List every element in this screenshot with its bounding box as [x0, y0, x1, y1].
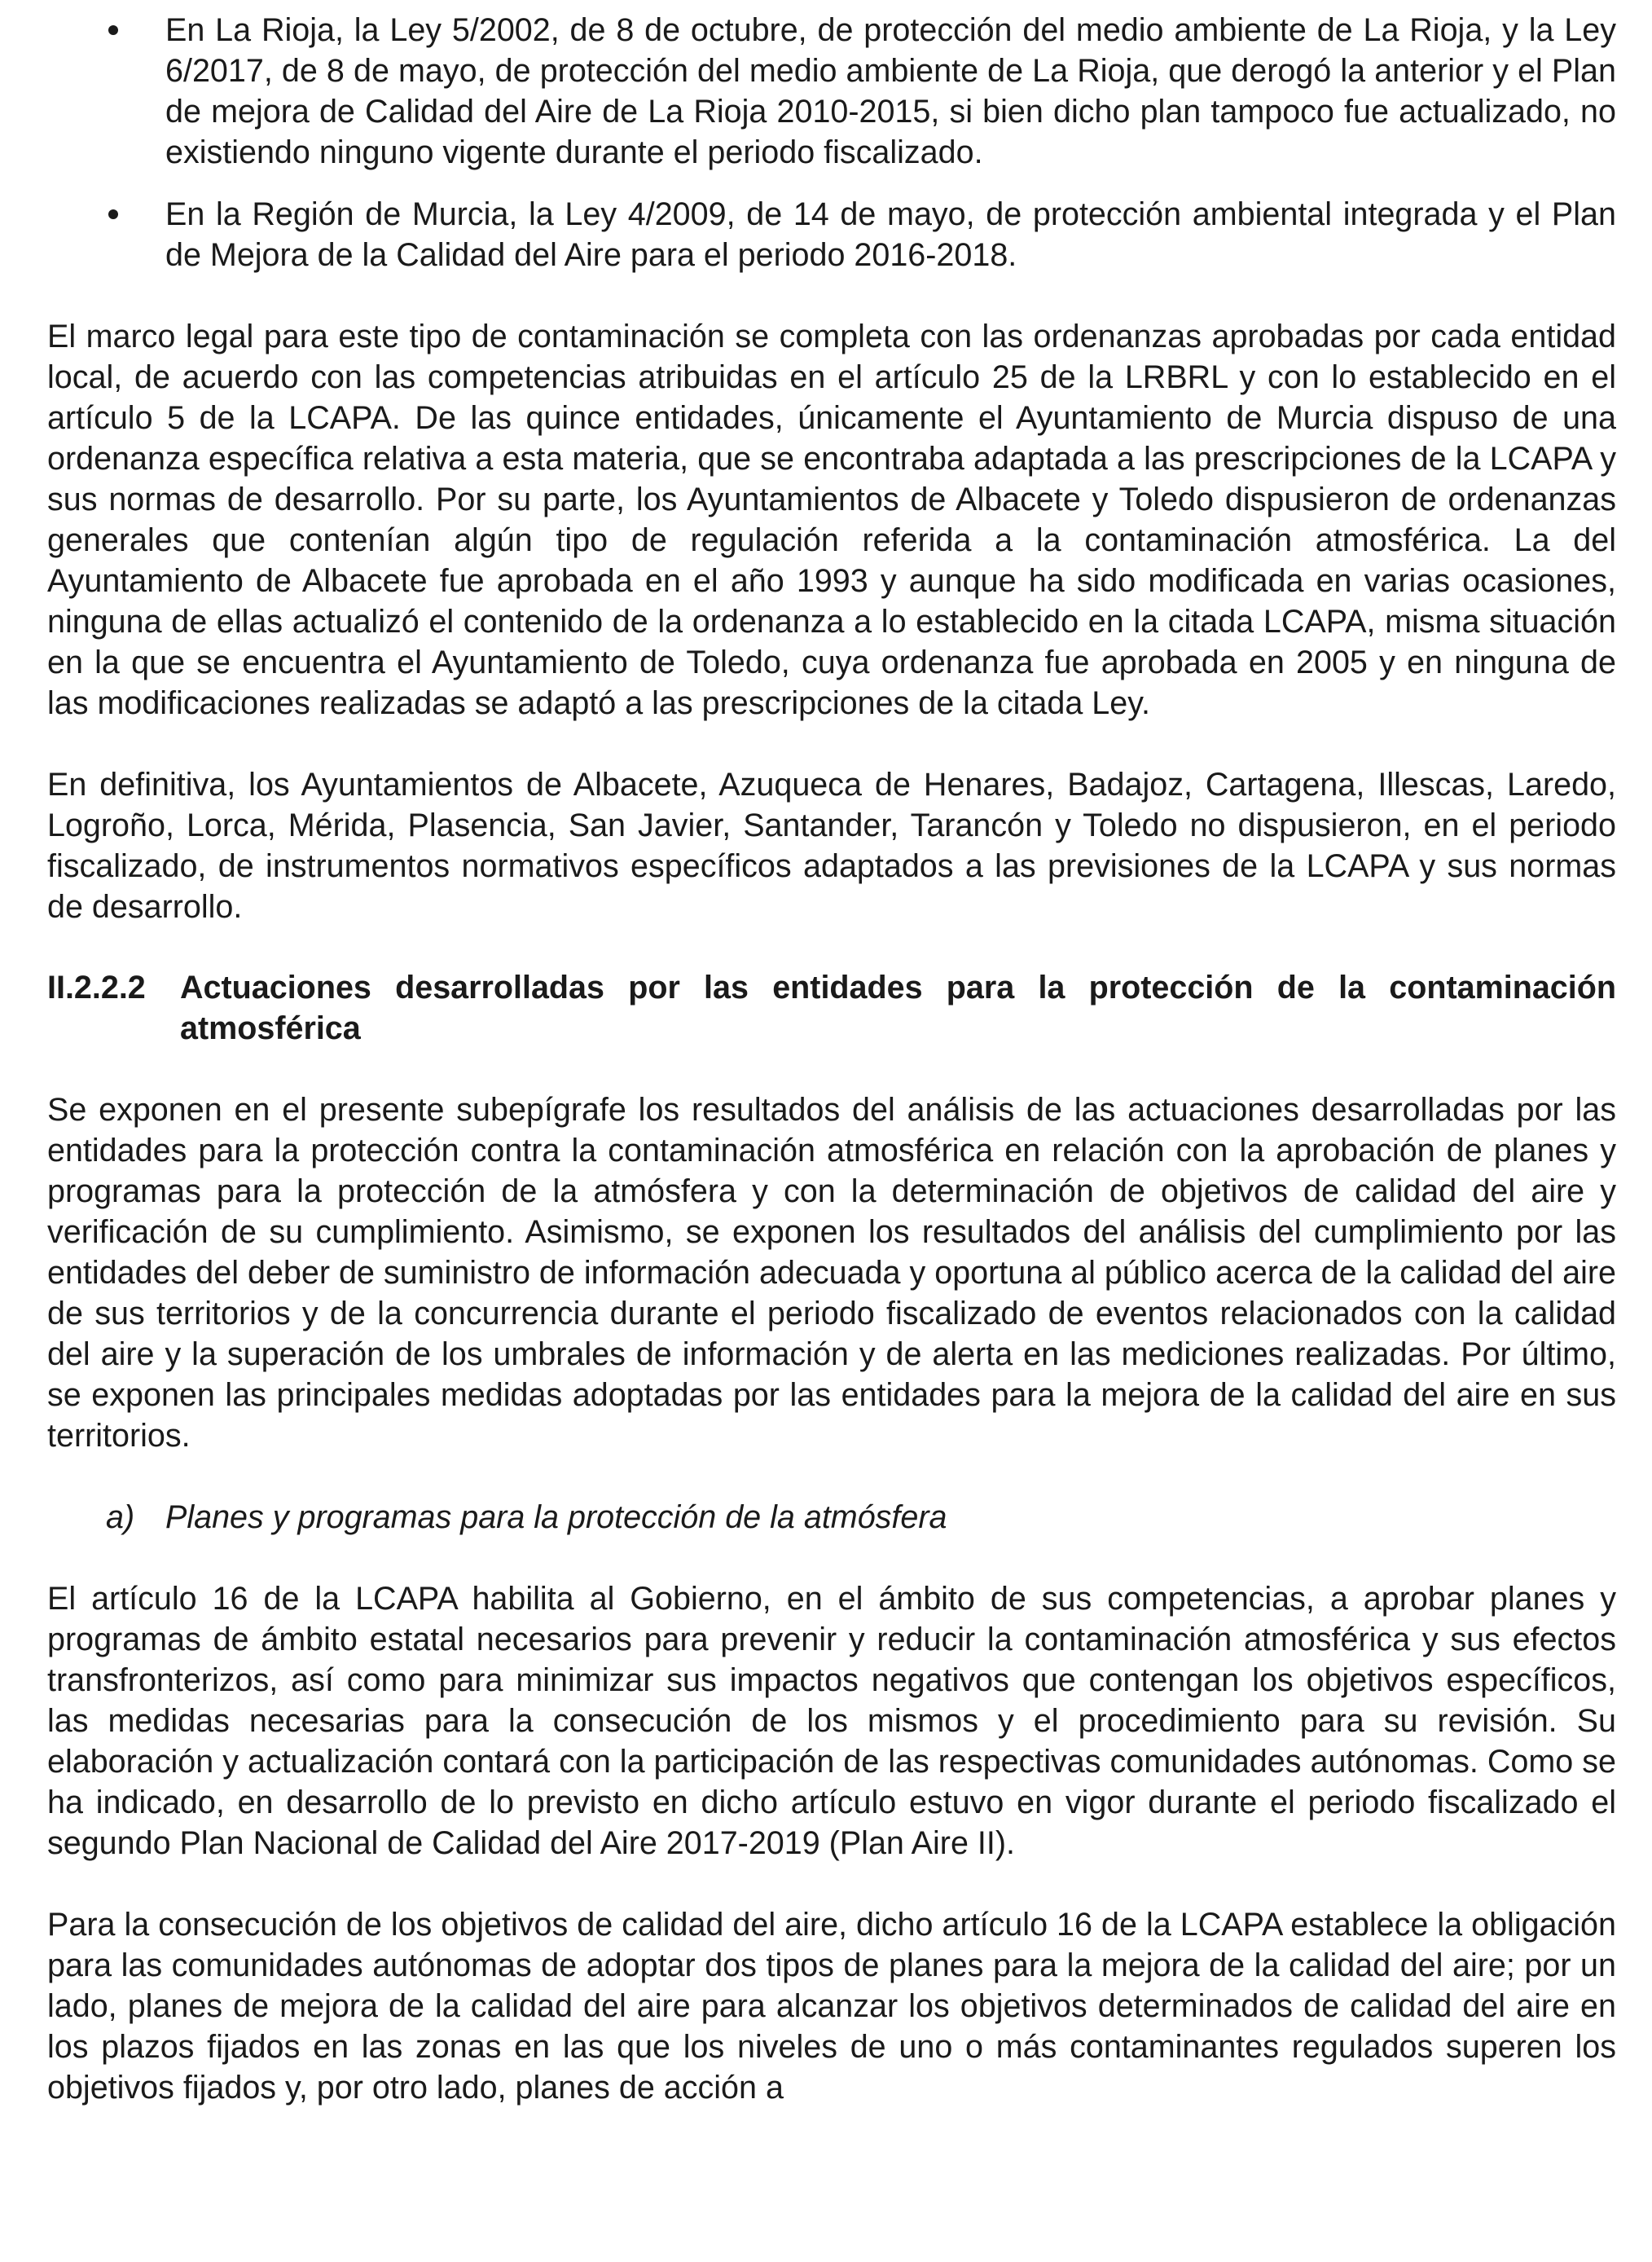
paragraph: Se exponen en el presente subepígrafe los resultados del análisis de las actuaciones desarrolladas por las entidades para la protección contra la contaminación atmosférica en relación con la aprobación de planes y programas para la protección de la atmósfera y con la determinación de objetivos de calidad del aire y verificación de su cumplimiento. Asimismo, se exponen los resultados del análisis del cumplimiento por las entidades del deber de suministro de información adecuada y oportuna al público acerca de la calidad del aire de sus territorios y de la concurrencia durante el periodo fiscalizado de eventos relacionados con la calidad del aire y la superación de los umbrales de información y de alerta en las mediciones realizadas. Por último, se exponen las principales medidas adoptadas por las entidades para la mejora de la calidad del aire en sus territorios.: [47, 1092, 1616, 1454]
subsection-title: Planes y programas para la protección de la atmósfera: [165, 1499, 947, 1535]
list-item: [47, 194, 1616, 275]
subsection-heading: [47, 1497, 1616, 1538]
paragraph: El marco legal para este tipo de contaminación se completa con las ordenanzas aprobadas por cada entidad local, de acuerdo con las competencias atribuidas en el artículo 25 de la LRBRL y con lo establecido en el artículo 5 de la LCAPA. De las quince entidades, únicamente el Ayuntamiento de Murcia dispuso de una ordenanza específica relativa a esta materia, que se encontraba adaptada a las prescripciones de la LCAPA y sus normas de desarrollo. Por su parte, los Ayuntamientos de Albacete y Toledo dispusieron de ordenanzas generales que contenían algún tipo de regulación referida a la contaminación atmosférica. La del Ayuntamiento de Albacete fue aprobada en el año 1993 y aunque ha sido modificada en varias ocasiones, ninguna de ellas actualizó el contenido de la ordenanza a lo establecido en la citada LCAPA, misma situación en la que se encuentra el Ayuntamiento de Toledo, cuya ordenanza fue aprobada en 2005 y en ninguna de las modificaciones realizadas se adaptó a las prescripciones de la citada Ley.: [47, 319, 1616, 721]
document-page: [47, 0, 1616, 2262]
bullet-list: [47, 10, 1616, 275]
paragraph: Para la consecución de los objetivos de calidad del aire, dicho artículo 16 de la LCAPA establece la obligación para las comunidades autónomas de adoptar dos tipos de planes para la mejora de la calidad del aire; por un lado, planes de mejora de la calidad del aire para alcanzar los objetivos determinados de calidad del aire en los plazos fijados en las zonas en las que los niveles de uno o más contaminantes regulados superen los objetivos fijados y, por otro lado, planes de acción a: [47, 1907, 1616, 2106]
bullet-text: En La Rioja, la Ley 5/2002, de 8 de octubre, de protección del medio ambiente de La Rioja, y la Ley 6/2017, de 8 de mayo, de protección del medio ambiente de La Rioja, que derogó la anterior y el Plan de mejora de Calidad del Aire de La Rioja 2010-2015, si bien dicho plan tampoco fue actualizado, no existiendo ninguno vigente durante el periodo fiscalizado.: [165, 12, 1616, 170]
paragraph: El artículo 16 de la LCAPA habilita al Gobierno, en el ámbito de sus competencias, a aprobar planes y programas de ámbito estatal necesarios para prevenir y reducir la contaminación atmosférica y sus efectos transfronterizos, así como para minimizar sus impactos negativos que contengan los objetivos específicos, las medidas necesarias para la consecución de los mismos y el procedimiento para su revisión. Su elaboración y actualización contará con la participación de las respectivas comunidades autónomas. Como se ha indicado, en desarrollo de lo previsto en dicho artículo estuvo en vigor durante el periodo fiscalizado el segundo Plan Nacional de Calidad del Aire 2017-2019 (Plan Aire II).: [47, 1581, 1616, 1861]
bullet-icon: [108, 209, 118, 219]
bullet-text: En la Región de Murcia, la Ley 4/2009, de 14 de mayo, de protección ambiental integrada y el Plan de Mejora de la Calidad del Aire para el periodo 2016-2018.: [165, 196, 1616, 273]
bullet-icon: [108, 25, 118, 35]
list-item: [47, 10, 1616, 173]
section-heading: [47, 967, 1616, 1049]
section-number: II.2.2.2: [47, 970, 146, 1006]
paragraph: En definitiva, los Ayuntamientos de Albacete, Azuqueca de Henares, Badajoz, Cartagena, Illescas, Laredo, Logroño, Lorca, Mérida, Plasencia, San Javier, Santander, Tarancón y Toledo no dispusieron, en el periodo fiscalizado, de instrumentos normativos específicos adaptados a las previsiones de la LCAPA y sus normas de desarrollo.: [47, 767, 1616, 925]
section-title: Actuaciones desarrolladas por las entidades para la protección de la contaminación atmosférica: [180, 970, 1616, 1046]
subsection-letter: a): [106, 1499, 135, 1535]
